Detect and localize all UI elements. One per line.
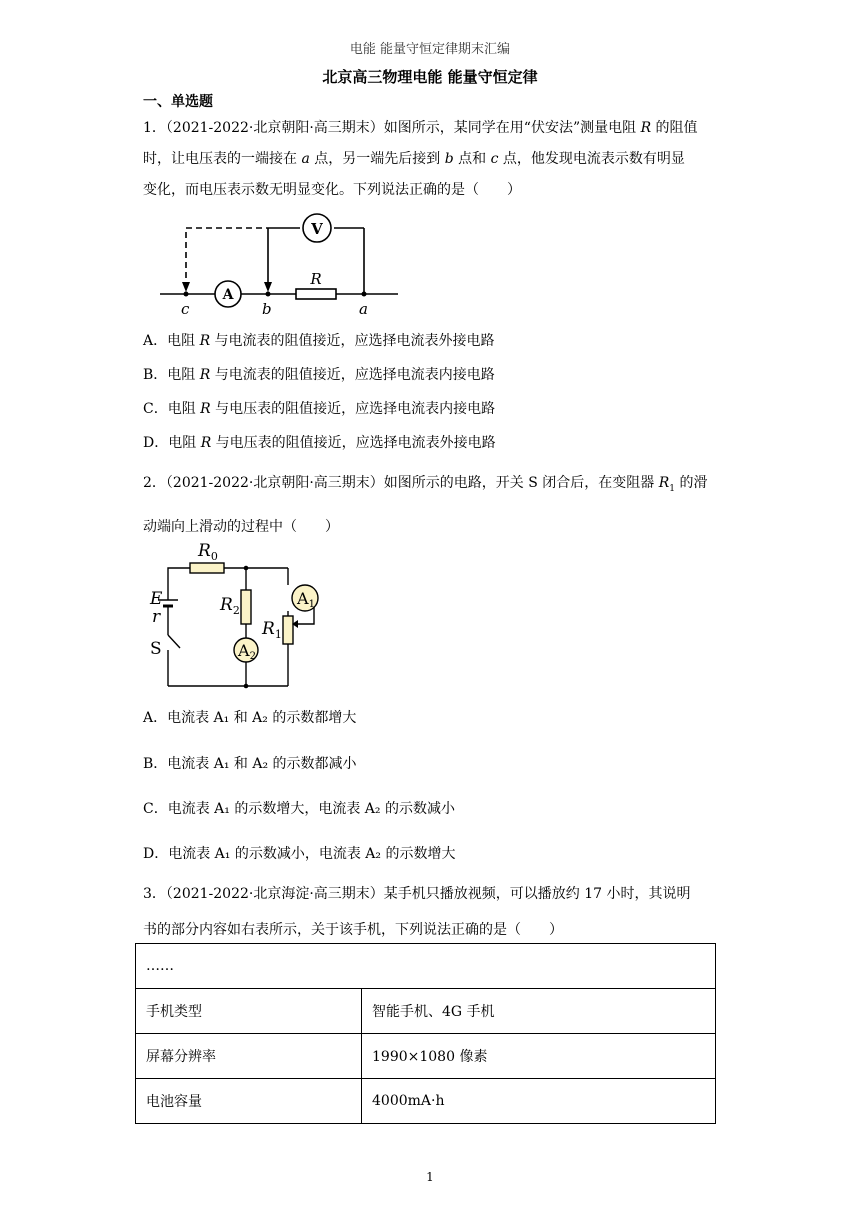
page-number: 1 [426,1170,434,1184]
q2-option-c: C．电流表 A₁ 的示数增大，电流表 A₂ 的示数减小 [143,801,455,817]
table-row [136,989,716,1034]
voltmeter-label: V [311,220,323,238]
point-b-label: b [262,300,272,318]
document-title: 北京高三物理电能 能量守恒定律 [322,68,538,86]
phone-spec-table [135,943,716,1124]
q2-option-a: A．电流表 A₁ 和 A₂ 的示数都增大 [143,710,357,726]
r0-label: $R_0$ [198,541,218,563]
emf-label: E [150,589,163,609]
q1-option-c: C．电阻 R 与电压表的阻值接近，应选择电流表内接电路 [143,401,496,417]
table-cell: 智能手机、4G 手机 [362,989,716,1034]
q1-option-b: B．电阻 R 与电流表的阻值接近，应选择电流表内接电路 [143,367,495,383]
point-a-label: a [359,300,368,318]
page-header: 电能 能量守恒定律期末汇编 [349,42,511,57]
table-cell: 1990×1080 像素 [362,1034,716,1079]
question-3-stem: 3．（2021-2022·北京海淀·高三期末）某手机只播放视频，可以播放约 17 小时，其说明 书的部分内容如右表所示，关于该手机，下列说法正确的是（ ） [143,886,691,938]
a1-label: A1 [297,589,315,610]
r1-label: $R_1$ [262,619,282,641]
q1-option-a: A．电阻 R 与电流表的阻值接近，应选择电流表外接电路 [143,333,495,349]
a2-label: A2 [238,641,256,662]
question-2-stem: 2．（2021-2022·北京朝阳·高三期末）如图所示的电路，开关 S 闭合后，在变阻器 $R_1$ 的滑 动端向上滑动的过程中（ ） [143,475,708,535]
q2-option-b: B．电流表 A₁ 和 A₂ 的示数都减小 [143,756,357,772]
section-heading: 一、单选题 [143,94,213,110]
r2-label: $R_2$ [220,595,240,617]
table-cell: 4000mA·h [362,1079,716,1124]
ammeter-label: A [222,287,234,303]
table-row [136,1034,716,1079]
point-c-label: c [181,300,190,318]
q1-option-d: D．电阻 R 与电压表的阻值接近，应选择电流表外接电路 [143,435,496,451]
switch-label: S [150,639,162,659]
internal-resistance-label: r [152,607,161,627]
table-cell: 电池容量 [136,1079,362,1124]
question-1-stem: 1．（2021-2022·北京朝阳·高三期末）如图所示，某同学在用“伏安法”测量电阻 R 的阻值 时，让电压表的一端接在 a 点，另一端先后接到 b 点和 c 点，他发现电流表示数有明显 变化，而电压表示数无明显变化。下列说法正确的是（ ） [143,120,698,198]
table-cell: 屏幕分辨率 [136,1034,362,1079]
table-cell: 手机类型 [136,989,362,1034]
question-2-circuit-diagram [148,540,338,690]
q2-option-d: D．电流表 A₁ 的示数减小，电流表 A₂ 的示数增大 [143,846,456,862]
table-row [136,1079,716,1124]
table-row [136,944,716,989]
table-ellipsis-cell: …… [136,944,716,989]
resistor-label: R [310,270,322,288]
question-1-circuit-diagram [158,210,400,318]
